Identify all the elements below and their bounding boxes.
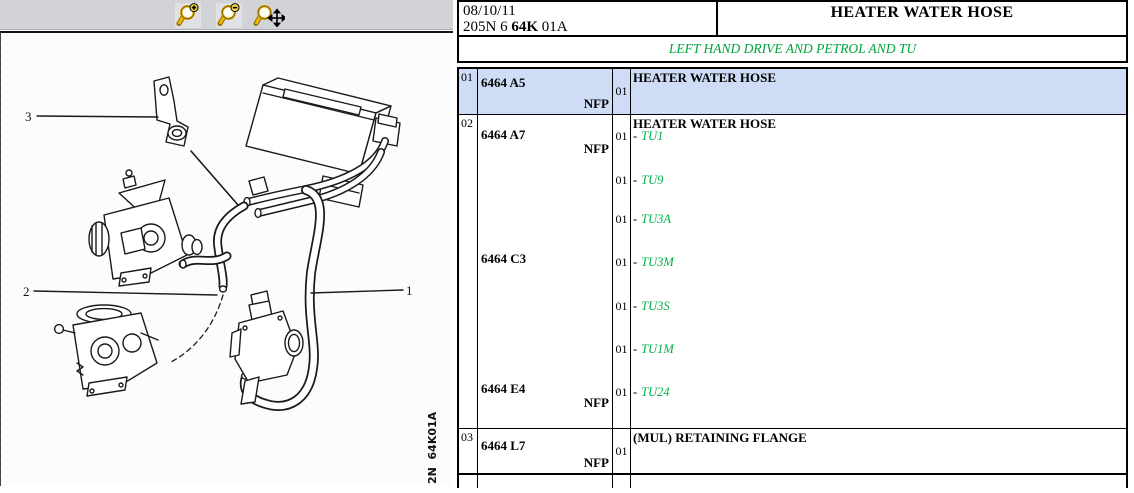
- nfp-flag: NFP: [583, 455, 609, 470]
- part-description: HEATER WATER HOSE: [633, 70, 777, 85]
- carburettor-lower: [55, 305, 158, 396]
- zoom-out-icon: [217, 3, 241, 27]
- qty: 01: [615, 129, 628, 143]
- parts-table-panel: [457, 0, 1128, 486]
- table-header: [457, 0, 1128, 37]
- part-row-empty: [459, 475, 1126, 488]
- zoom-in-icon: [176, 3, 200, 27]
- zoom-pan-button[interactable]: [252, 3, 286, 28]
- qty: 01: [615, 342, 628, 356]
- viewer-toolbar: [0, 0, 453, 30]
- part-number-cell: [478, 115, 613, 428]
- variant-tu3a: - TU3A: [633, 212, 672, 226]
- diagram-viewer-panel: [0, 0, 453, 486]
- header-reference-cell: [459, 2, 716, 35]
- variant-tu9: - TU9: [633, 173, 664, 187]
- part-number-cell: [478, 429, 613, 473]
- nfp-flag: NFP: [583, 395, 609, 410]
- filter-subtitle: LEFT HAND DRIVE AND PETROL AND TU: [457, 37, 1128, 63]
- row-ref: 02: [459, 115, 478, 428]
- variant-tu24: - TU24: [633, 385, 670, 399]
- callout-1: 1: [406, 283, 413, 298]
- callout-3: 3: [25, 109, 32, 124]
- hose-clamp: [249, 177, 268, 195]
- qty: 01: [615, 385, 628, 399]
- part-row-01[interactable]: [459, 69, 1126, 115]
- variant-tu1: - TU1: [633, 129, 664, 143]
- zoom-out-button[interactable]: [216, 3, 242, 28]
- part-row-02[interactable]: [459, 115, 1126, 429]
- description-cell: [631, 69, 1126, 114]
- part-description: HEATER WATER HOSE: [633, 116, 777, 131]
- header-page-ref: 205N 6 64K 01A: [463, 19, 568, 35]
- header-date: 08/10/11: [463, 3, 516, 19]
- part-number: 6464 A7: [481, 127, 526, 142]
- variant-tu3s: - TU3S: [633, 299, 670, 313]
- nfp-flag: NFP: [583, 141, 609, 156]
- parts-rows: [457, 67, 1128, 488]
- page-title: HEATER WATER HOSE: [716, 2, 1126, 35]
- retaining-bracket: [154, 77, 188, 146]
- part-number-cell: [478, 69, 613, 114]
- zoom-in-button[interactable]: [175, 3, 201, 28]
- qty: 01: [615, 173, 628, 187]
- description-cell: [631, 429, 1126, 473]
- qty-cell: 01: [613, 429, 631, 473]
- zoom-pan-icon: [253, 3, 285, 27]
- carburettor-upper: [89, 170, 202, 286]
- part-description: (MUL) RETAINING FLANGE: [633, 430, 807, 445]
- qty: 01: [615, 299, 628, 313]
- callout-2: 2: [23, 284, 30, 299]
- part-number: 6464 E4: [481, 381, 526, 396]
- part-row-03[interactable]: [459, 429, 1126, 475]
- part-number: 6464 L7: [481, 438, 526, 453]
- row-ref: 03: [459, 429, 478, 473]
- variant-tu1m: - TU1M: [633, 342, 674, 356]
- qty: 01: [615, 212, 628, 226]
- qty-cell: [613, 115, 631, 428]
- part-number: 6464 C3: [481, 251, 527, 266]
- nfp-flag: NFP: [583, 96, 609, 111]
- part-number: 6464 A5: [481, 75, 526, 90]
- row-ref: 01: [459, 69, 478, 114]
- plate-code-label: 2N 64K01A: [426, 411, 439, 484]
- diagram-canvas[interactable]: [0, 31, 453, 486]
- qty: 01: [615, 255, 628, 269]
- qty-cell: 01: [613, 69, 631, 114]
- heater-hose-diagram: [1, 33, 454, 488]
- variant-tu3m: - TU3M: [633, 255, 674, 269]
- description-cell: [631, 115, 1126, 428]
